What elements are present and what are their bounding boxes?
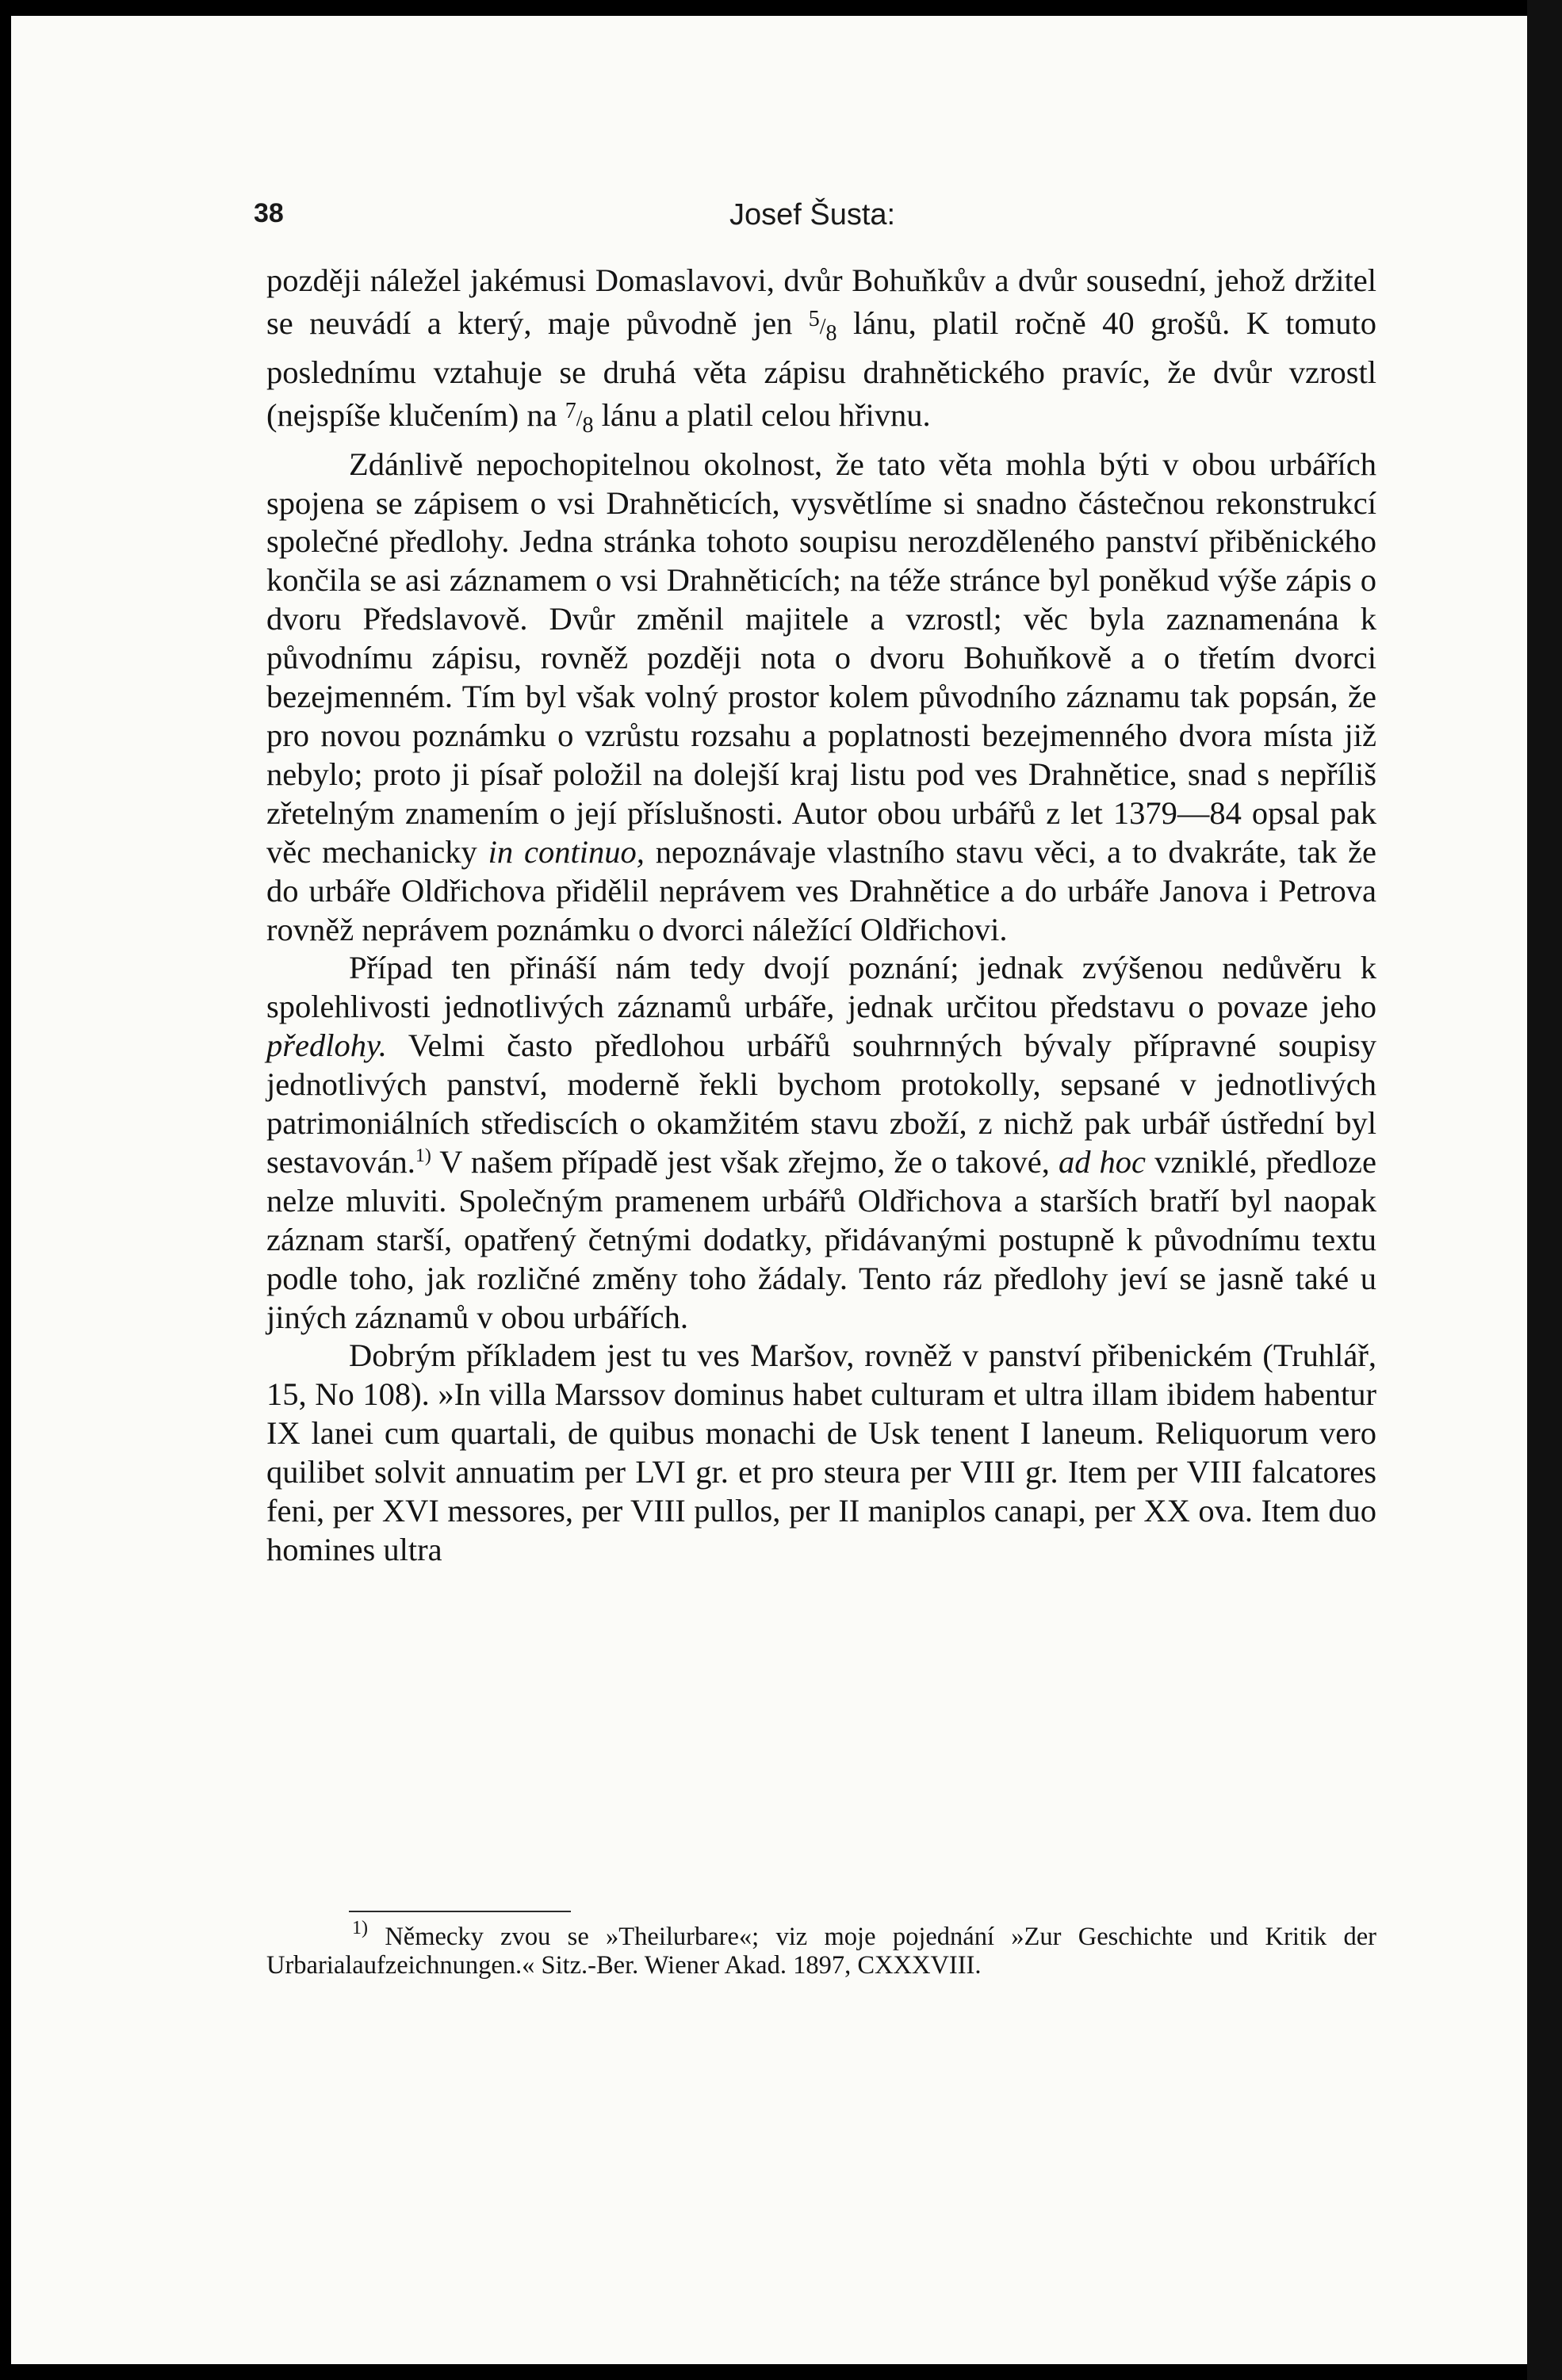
footnote-divider: [349, 1911, 571, 1912]
page-header: [254, 198, 1380, 246]
paragraph-3-part-a: Případ ten přináší nám tedy dvojí poznání; jednak zvýšenou nedůvěru k spolehlivosti jednotlivých záznamů urbáře, jednak určitou představu o povaze jeho: [266, 950, 1376, 1025]
footnote-mark: 1): [352, 1918, 368, 1938]
paragraph-1-part-a: později náležel jakémusi Domaslavovi, dvůr Bohuňkův a dvůr sousední, jehož držitel se neuvádí a který, maje původně jen: [266, 262, 1376, 341]
paragraph-3: [266, 949, 1376, 1337]
paragraph-2: [266, 446, 1376, 950]
fraction-numerator: 7: [565, 398, 576, 423]
footnote-text: Německy zvou se »Theilurbare«; viz moje pojednání »Zur Geschichte und Kritik der Urbarialaufzeichnungen.« Sitz.-Ber. Wiener Akad. 1897, CXXXVIII.: [266, 1923, 1377, 1980]
footnote-reference[interactable]: 1): [415, 1145, 431, 1166]
paragraph-1-part-c: lánu a platil celou hřivnu.: [601, 396, 931, 433]
paragraph-2-italic: in continuo,: [488, 833, 645, 870]
paragraph-1-part-b: lánu, platil ročně 40 grošů. K tomuto poslednímu vztahuje se druhá věta zápisu drahnětického pravíc, že dvůr vzrostl (nejspíše klučením) na: [266, 304, 1377, 433]
paragraph-3-part-d: vzniklé, předloze nelze mluviti. Společným pramenem urbářů Oldřichova a starších bratří byl naopak záznam starší, opatřený četnými dodatky, přidávanými postupně k původnímu textu podle toho, jak rozličné změny toho žádaly. Tento ráz předlohy jeví se jasně také u jiných záznamů v obou urbářích.: [266, 1143, 1377, 1335]
scan-edge: [1527, 0, 1562, 2380]
page-number: 38: [254, 198, 284, 228]
paragraph-3-part-c: V našem případě jest však zřejmo, že o takové,: [439, 1143, 1050, 1180]
fraction-five-eighths: 5/8: [808, 306, 837, 346]
fraction-seven-eighths: 7/8: [565, 398, 594, 438]
running-head: Josef Šusta:: [729, 198, 896, 231]
paragraph-1: [266, 262, 1376, 446]
paragraph-4-text: Dobrým příkladem jest tu ves Maršov, rovněž v panství přibenickém (Truhlář, 15, No 108). »In villa Marssov dominus habet culturam et ultra illam ibidem habentur IX lanei cum quartali, de quibus monachi de Usk tenent I laneum. Reliquorum vero quilibet solvit annuatim per LVI gr. et pro steura per VIII gr. Item per VIII falcatores feni, per XVI messores, per VIII pullos, per II maniplos canapi, per XX ova. Item duo homines ultra: [266, 1337, 1376, 1567]
paragraph-3-italic-1: předlohy.: [266, 1027, 387, 1064]
paragraph-2-text: Zdánlivě nepochopitelnou okolnost, že tato věta mohla býti v obou urbářích spojena se zápisem o vsi Drahněticích, vysvětlíme si snadno částečnou rekonstrukcí společné předlohy. Jedna stránka tohoto soupisu nerozděleného panství přiběnického končila se asi záznamem o vsi Drahněticích; na téže stránce byl poněkud výše zápis o dvoru Předslavově. Dvůr změnil majitele a vzrostl; věc byla zaznamenána k původnímu zápisu, rovněž později nota o dvoru Bohuňkově a o třetím dvorci bezejmenném. Tím byl však volný prostor kolem původního záznamu tak popsán, že pro novou poznámku o vzrůstu rozsahu a poplatnosti bezejmenného dvora místa již nebylo; proto ji písař položil na dolejší kraj listu pod ves Drahnětice, snad s nepříliš zřetelným znamením o její příslušnosti. Autor obou urbářů z let 1379—84 opsal pak věc mechanicky: [266, 446, 1376, 870]
body-text: [266, 262, 1376, 1570]
paragraph-4: [266, 1337, 1376, 1569]
footnote-1: [266, 1918, 1377, 1980]
paragraph-2-end: nepoznávaje vlastního stavu věci, a to dvakráte, tak že do urbáře Oldřichova přidělil neprávem ves Drahnětice a do urbáře Janova i Petrova rovněž neprávem poznámku o dvorci náležící Oldřichovi.: [266, 833, 1377, 947]
paragraph-3-part-b: Velmi často předlohou urbářů souhrnných bývaly přípravné soupisy jednotlivých panství, moderně řekli bychom protokolly, sepsané v jednotlivých patrimoniálních střediscích o okamžitém stavu zboží, z nichž pak urbář ústřední byl sestavován.: [266, 1027, 1376, 1180]
fraction-denominator: 8: [825, 320, 837, 346]
fraction-denominator: 8: [582, 412, 594, 438]
footnotes: [266, 1918, 1377, 1980]
fraction-numerator: 5: [808, 306, 820, 331]
paragraph-3-italic-2: ad hoc: [1058, 1143, 1147, 1180]
